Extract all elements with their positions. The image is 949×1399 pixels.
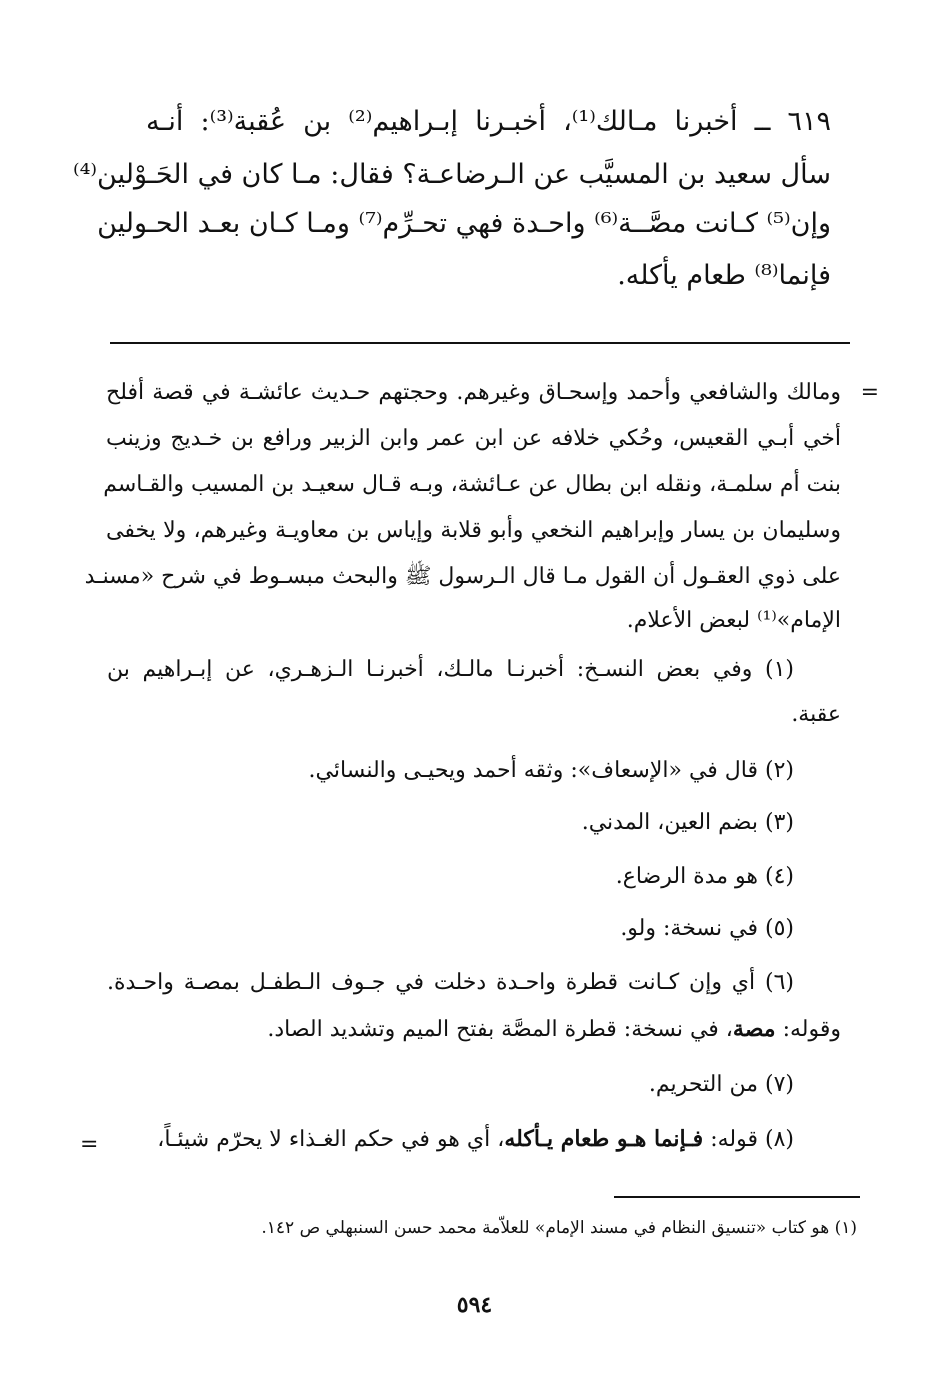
note-3: (٣) بضم العين، المدني. bbox=[581, 810, 794, 835]
hadith-line-2: سأل سعيد بن المسيَّب عن الـرضاعـة؟ فقال: مـا كان في الحَـوْلين⁽⁴⁾ bbox=[72, 159, 831, 190]
note-6-rest: ، في نسخة: قطرة المصَّة بفتح الميم وتشديد الصاد. bbox=[267, 1017, 733, 1042]
main-separator-rule bbox=[110, 342, 850, 344]
continuation-marker-bottom: = bbox=[80, 1132, 99, 1157]
hadith-line-4: فإنما⁽⁸⁾ طعام يأكله. bbox=[617, 260, 831, 291]
footnote-1: (١) هو كتاب «تنسيق النظام في مسند الإمام» للعلاّمة محمد حسن السنبهلي ص ١٤٢. bbox=[261, 1218, 857, 1238]
commentary-line-3: بنت أم سلمـة، ونقله ابن بطال عن عـائشة، وبـه قـال سعيـد بن المسيب والقـاسم bbox=[103, 472, 841, 497]
continuation-marker-top: = bbox=[860, 380, 879, 405]
commentary-line-1: ومالك والشافعي وأحمد وإسحـاق وغيرهم. وحجتهم حـديث عائشـة في قصة أفلح bbox=[106, 380, 841, 405]
note-1-line-1: (١) وفي بعض النسـخ: أخبرنـا مالـك، أخبرنـا الـزهـري، عن إبـراهيم بن bbox=[107, 657, 794, 682]
commentary-line-6: الإمام»⁽¹⁾ لبعض الأعلام. bbox=[626, 608, 841, 633]
note-8-rest: ، أي هو في حكم الغـذاء لا يحرّم شيئـاً، bbox=[157, 1127, 505, 1152]
page-number: ٥٩٤ bbox=[456, 1292, 493, 1318]
note-6-bold-term: مصة bbox=[732, 1016, 776, 1042]
note-8-bold-term: فـإنما هـو طعام يـأكله bbox=[504, 1126, 704, 1152]
commentary-line-5: على ذوي العقـول أن القول مـا قال الـرسول ﷺ والبحث مبسـوط في شرح «مسنـد bbox=[84, 564, 841, 589]
footnote-separator-rule bbox=[614, 1196, 860, 1198]
note-8-prefix: (٨) قوله: bbox=[703, 1127, 794, 1152]
commentary-line-2: أخي أبـي القعيس، وحُكي خلافه عن ابن عمر وابن الزبير ورافع بن خـديج وزينب bbox=[106, 426, 841, 451]
note-1-line-2: عقبة. bbox=[791, 702, 841, 727]
hadith-line-1: ٦١٩ ــ أخبرنا مـالك⁽¹⁾، أخبـرنا إبـراهيم⁽²⁾ بن عُقبة⁽³⁾: أنـه bbox=[146, 106, 831, 137]
hadith-line-3: وإن⁽⁵⁾ كـانت مصَّــة⁽⁶⁾ واحـدة فهي تحـرِّم⁽⁷⁾ ومـا كـان بعـد الحـولين bbox=[97, 208, 831, 239]
note-6-line-2 bbox=[267, 1014, 841, 1045]
note-7: (٧) من التحريم. bbox=[648, 1072, 794, 1097]
note-8 bbox=[157, 1124, 794, 1155]
note-2: (٢) قال في «الإسعاف»: وثقه أحمد ويحيـى والنسائي. bbox=[308, 758, 794, 783]
note-5: (٥) في نسخة: ولو. bbox=[620, 916, 794, 941]
note-6-line-1: (٦) أي وإن كـانت قطرة واحـدة دخلت في جـوف الـطفـل بمصـة واحـدة. bbox=[107, 970, 794, 995]
commentary-line-4: وسليمان بن يسار وإبراهيم النخعي وأبو قلابة وإياس بن معاويـة وغيرهم، ولا يخفى bbox=[106, 518, 841, 543]
note-6-prefix: وقوله: bbox=[775, 1017, 841, 1042]
note-4: (٤) هو مدة الرضاع. bbox=[615, 864, 794, 889]
